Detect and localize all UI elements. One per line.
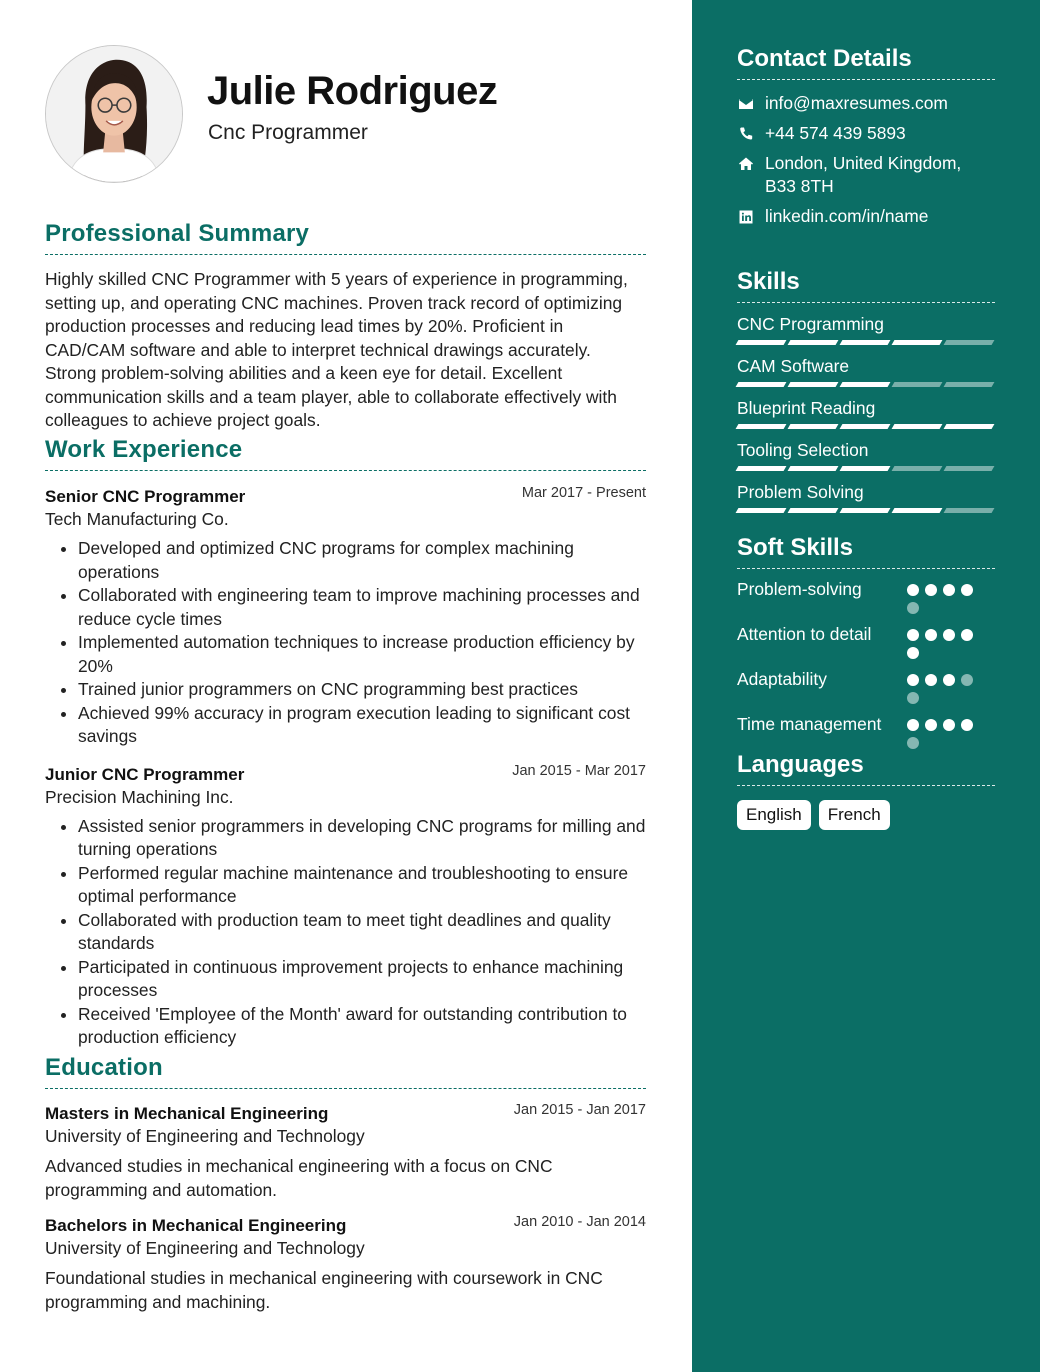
job-company: Tech Manufacturing Co. [45,509,229,529]
contact-address [737,152,995,198]
education-school: University of Engineering and Technology [45,1238,365,1258]
soft-skill-rating [907,674,979,704]
rating-dot [961,629,973,641]
skill-level-segment [840,424,891,429]
phone-icon [737,125,755,143]
education-entry [45,1102,646,1202]
skill-level-bar [737,466,995,471]
soft-skill-name: Attention to detail [737,624,872,644]
skill-level-segment [788,424,839,429]
job-date: Jan 2015 - Mar 2017 [512,762,646,779]
rating-dot [907,674,919,686]
skill-level-segment [944,424,995,429]
education-section [45,1054,646,1314]
summary-heading: Professional Summary [45,220,646,255]
rating-dot [943,584,955,596]
skill-level-segment [892,466,943,471]
soft-skills-list [737,578,995,749]
job-bullets [78,537,646,749]
contact-phone-text: +44 574 439 5893 [765,123,906,143]
job-bullet: Collaborated with production team to meet tight deadlines and quality standards [78,909,646,956]
rating-dot [943,719,955,731]
skill-item [737,356,995,387]
languages-heading: Languages [737,751,995,786]
education-header [45,1214,646,1238]
contact-heading: Contact Details [737,45,995,80]
summary-text: Highly skilled CNC Programmer with 5 years of experience in programming, setting up, and operating CNC machines. Proven track record of optimizing production processes and reducing lead times by 20%. Proficient in CAD/CAM software and able to interpret technical drawings accurately. Strong problem-solving abilities and a keen eye for detail. Excellent communication skills and a team player, able to collaborate effectively with colleagues to achieve project goals. [45,269,628,430]
rating-dot [907,719,919,731]
skills-heading: Skills [737,268,995,303]
skill-name: CAM Software [737,356,850,376]
rating-dot [907,737,919,749]
soft-skills-section [737,534,995,749]
soft-skill-name: Adaptability [737,669,827,689]
job-bullet: Participated in continuous improvement projects to enhance machining processes [78,956,646,1003]
skill-level-segment [788,466,839,471]
candidate-title: Cnc Programmer [208,121,368,144]
soft-skill-item [737,668,995,704]
education-date: Jan 2010 - Jan 2014 [513,1214,646,1230]
soft-skill-name: Problem-solving [737,579,862,599]
linkedin-icon [737,208,755,226]
contact-section [737,45,995,235]
job-date: Mar 2017 - Present [521,485,646,501]
skill-level-segment [944,508,995,513]
job-header [45,485,646,509]
education-degree: Masters in Mechanical Engineering [45,1104,329,1123]
soft-skill-item [737,713,995,749]
job-bullet: Developed and optimized CNC programs for complex machining operations [78,537,646,584]
skill-level-segment [892,424,943,429]
soft-skill-item [737,623,995,659]
skill-item [737,440,995,471]
rating-dot [925,584,937,596]
summary-section [45,220,646,433]
skill-level-segment [736,466,787,471]
skill-level-segment [944,466,995,471]
skill-level-segment [788,382,839,387]
skill-level-segment [944,340,995,345]
experience-heading: Work Experience [45,436,646,471]
language-tag: English [737,800,811,830]
rating-dot [907,629,919,641]
skill-level-segment [736,382,787,387]
contact-list [737,92,995,228]
job-bullet: Trained junior programmers on CNC programming best practices [78,678,646,702]
job-bullets [78,815,646,1050]
resume-header [45,45,665,185]
languages-section [737,751,995,830]
skill-level-segment [840,340,891,345]
soft-skill-name: Time management [737,714,882,734]
rating-dot [907,647,919,659]
education-date: Jan 2015 - Jan 2017 [513,1102,646,1118]
sidebar [692,0,1040,1372]
skill-level-segment [788,508,839,513]
contact-email[interactable] [737,92,995,115]
skill-level-segment [944,382,995,387]
skill-level-segment [788,340,839,345]
skill-level-segment [736,508,787,513]
job-bullet: Collaborated with engineering team to improve machining processes and reduce cycle times [78,584,646,631]
job-bullet: Assisted senior programmers in developing CNC programs for milling and turning operations [78,815,646,862]
rating-dot [961,674,973,686]
skill-item [737,398,995,429]
skill-level-bar [737,508,995,513]
contact-linkedin[interactable] [737,205,995,228]
skill-level-segment [736,424,787,429]
skill-level-bar [737,340,995,345]
rating-dot [961,584,973,596]
education-heading: Education [45,1054,646,1089]
candidate-name: Julie Rodriguez [207,69,498,113]
rating-dot [907,602,919,614]
job-entry [45,485,646,749]
skill-level-segment [840,382,891,387]
skill-level-segment [892,340,943,345]
job-bullet: Achieved 99% accuracy in program execution leading to significant cost savings [78,702,646,749]
education-degree: Bachelors in Mechanical Engineering [45,1216,347,1235]
education-school: University of Engineering and Technology [45,1126,365,1146]
language-tag: French [819,800,890,830]
rating-dot [961,719,973,731]
education-header [45,1102,646,1126]
job-entry [45,763,646,1050]
contact-phone[interactable] [737,122,995,145]
rating-dot [943,629,955,641]
skill-name: CNC Programming [737,314,884,334]
skill-level-segment [892,382,943,387]
education-description: Advanced studies in mechanical engineering with a focus on CNC programming and automation. [45,1156,553,1200]
skill-name: Blueprint Reading [737,398,876,418]
avatar [45,45,183,183]
contact-email-text: info@maxresumes.com [765,93,948,113]
rating-dot [925,674,937,686]
rating-dot [943,674,955,686]
home-icon [737,155,755,173]
job-bullet: Received 'Employee of the Month' award for outstanding contribution to production efficiency [78,1003,646,1050]
envelope-icon [737,95,755,113]
education-entry [45,1214,646,1314]
skill-item [737,314,995,345]
rating-dot [907,584,919,596]
skill-level-segment [892,508,943,513]
soft-skills-heading: Soft Skills [737,534,995,569]
soft-skill-rating [907,719,979,749]
skill-level-segment [840,466,891,471]
skills-section [737,268,995,513]
profile-photo [46,46,182,182]
skill-level-bar [737,382,995,387]
skill-name: Problem Solving [737,482,864,502]
skill-level-bar [737,424,995,429]
job-role: Senior CNC Programmer [45,487,246,506]
soft-skill-item [737,578,995,614]
job-bullet: Performed regular machine maintenance and troubleshooting to ensure optimal performance [78,862,646,909]
language-tags [737,800,995,830]
rating-dot [907,692,919,704]
job-role: Junior CNC Programmer [45,764,245,784]
skill-name: Tooling Selection [737,440,869,460]
rating-dot [925,629,937,641]
experience-section [45,436,646,1050]
job-header [45,763,646,787]
rating-dot [925,719,937,731]
skills-list [737,314,995,513]
contact-address-text: London, United Kingdom, B33 8TH [765,153,962,196]
skill-item [737,482,995,513]
soft-skill-rating [907,584,979,614]
job-company: Precision Machining Inc. [45,786,234,807]
skill-level-segment [840,508,891,513]
job-bullet: Implemented automation techniques to increase production efficiency by 20% [78,631,646,678]
education-description: Foundational studies in mechanical engineering with coursework in CNC programming and machining. [45,1268,603,1312]
contact-linkedin-text: linkedin.com/in/name [765,206,929,226]
soft-skill-rating [907,629,979,659]
skill-level-segment [736,340,787,345]
